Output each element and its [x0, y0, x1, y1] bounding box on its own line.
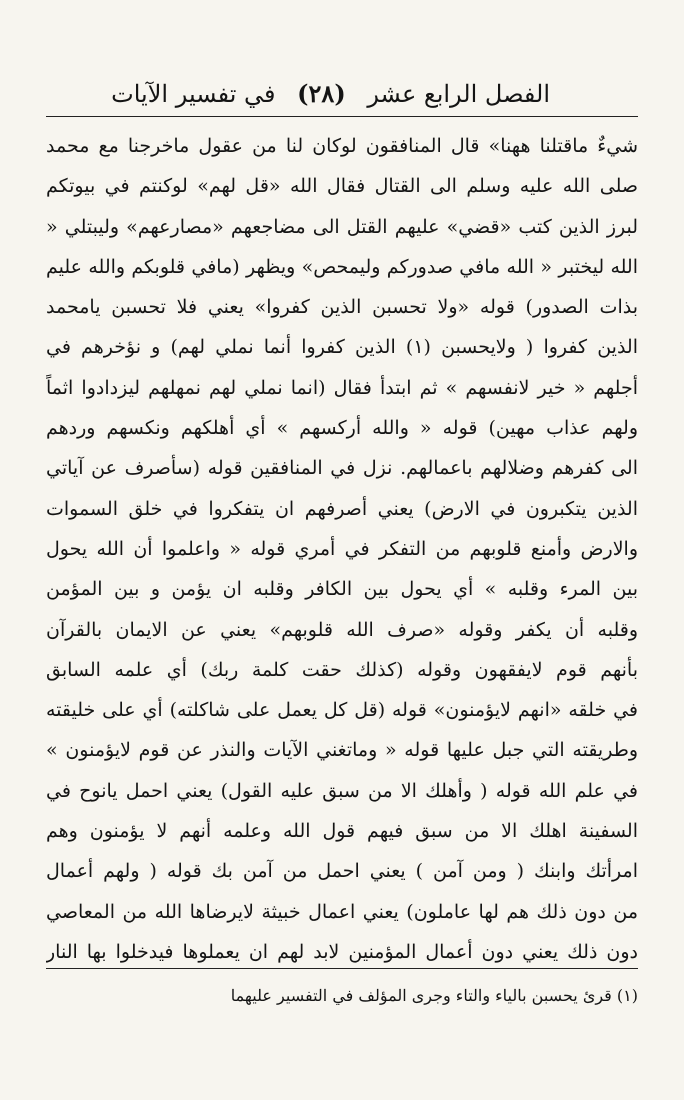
text-line: ولهم عذاب مهين) قوله « والله أركسهم » أي أهلكهم ونكسهم وردهم — [46, 417, 638, 440]
text-line: بين المرء وقلبه » أي يحول بين الكافر وقلبه ان يؤمن و بين المؤمن — [46, 578, 638, 601]
text-line: امرأتك وابنك ( ومن آمن ) يعني احمل من آمن بك قوله ( ولهم أعمال — [46, 860, 638, 883]
text-line: لبرز الذين كتب «قضي» عليهم القتل الى مضاجعهم «مصارعهم» وليبتلي « — [46, 215, 638, 238]
running-header — [111, 72, 550, 116]
text-line: الى كفرهم وضلالهم باعمالهم. نزل في المنافقين قوله (سأصرف عن آياتي — [46, 457, 638, 480]
text-line: الله ليختبر « الله مافي صدوركم وليمحص» ويظهر (مافي قلوبكم والله عليم — [46, 255, 638, 278]
text-line: في علم الله قوله ( وأهلك الا من سبق عليه القول) يعني احمل يانوح في — [46, 779, 638, 802]
chapter-title: الفصل الرابع عشر — [367, 80, 550, 108]
text-line: بذات الصدور) قوله «ولا تحسبن الذين كفروا» يعني فلا تحسبن يامحمد — [46, 296, 638, 319]
text-line: في خلقه «انهم لايؤمنون» قوله (قل كل يعمل على شاكلته) أي على خليقته — [46, 699, 638, 722]
footnote-rule — [46, 968, 638, 969]
text-line: السفينة اهلك الا من سبق فيهم قول الله وعلمه أنهم لا يؤمنون وهم — [46, 820, 638, 843]
text-line: صلى الله عليه وسلم الى القتال فقال الله «قل لهم» لوكنتم في بيوتكم — [46, 175, 638, 198]
text-line: من دون ذلك هم لها عاملون) يعني اعمال خبيثة لايرضاها الله من المعاصي — [46, 900, 638, 923]
page-number: (٢٨) — [297, 79, 346, 108]
header-rule — [46, 116, 638, 117]
section-title: في تفسير الآيات — [111, 80, 276, 108]
text-line: شيءٌ ماقتلنا ههنا» قال المنافقون لوكان لنا من عقول ماخرجنا مع محمد — [46, 135, 638, 157]
text-line: الذين كفروا ( ولايحسبن (١) الذين كفروا أنما نملي لهم) و نؤخرهم في — [46, 336, 638, 359]
body-text — [46, 126, 638, 972]
text-line: وقلبه أن يكفر وقوله «صرف الله قلوبهم» يعني عن الايمان بالقرآن — [46, 618, 638, 641]
text-line: بأنهم قوم لايفقهون وقوله (كذلك حقت كلمة ربك) أي علمه السابق — [46, 658, 638, 681]
text-line: دون ذلك يعني دون أعمال المؤمنين لابد لهم ان يعملوها فيدخلوا بها النار — [46, 940, 638, 963]
text-line: الذين يتكبرون في الارض) يعني أصرفهم ان يتفكروا في خلق السموات — [46, 497, 638, 520]
footnote: (١) قرئ يحسبن بالياء والتاء وجرى المؤلف في التفسير عليهما — [230, 986, 638, 1005]
text-line: والارض وأمنع قلوبهم من التفكر في أمري قوله « واعلموا أن الله يحول — [46, 537, 638, 560]
text-line: وطريقته التي جبل عليها قوله « وماتغني الآيات والنذر عن قوم لايؤمنون » — [46, 739, 638, 762]
text-line: أجلهم « خير لانفسهم » ثم ابتدأ فقال (انما نملي لهم نمهلهم ليزدادوا اثماً — [46, 376, 638, 399]
